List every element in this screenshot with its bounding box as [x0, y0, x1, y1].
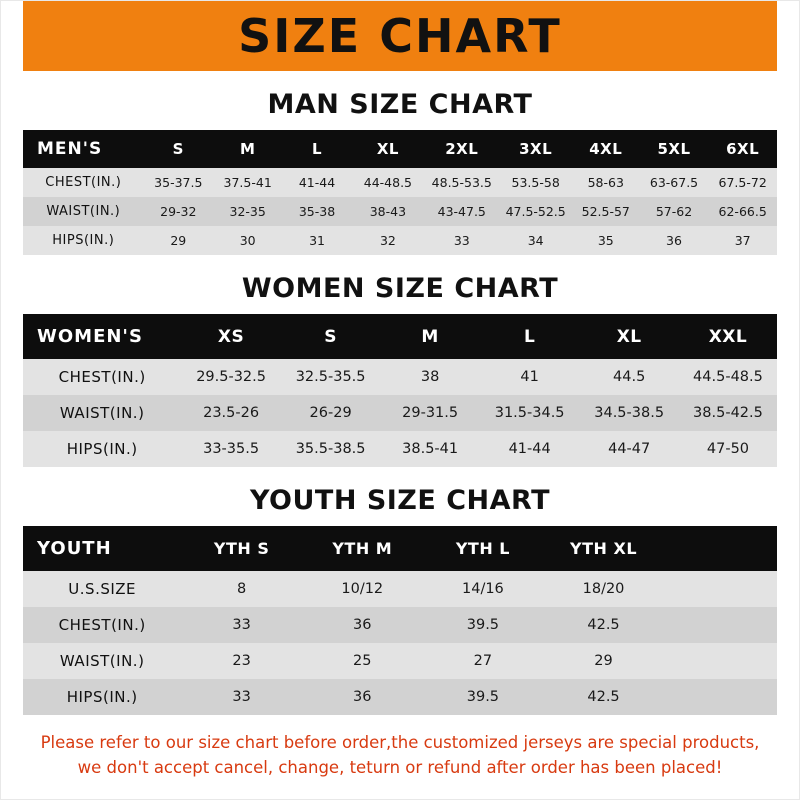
cell [664, 571, 777, 607]
col-header-l: L [480, 314, 580, 359]
col-header-yth-xl: YTH XL [543, 526, 664, 571]
header-banner [1, 1, 799, 71]
cell: 41-44 [480, 431, 580, 467]
col-header-xl: XL [352, 130, 424, 168]
col-header-empty [664, 526, 777, 571]
cell: 47-50 [679, 431, 777, 467]
cell: 32-35 [213, 197, 282, 226]
col-header-yth-l: YTH L [423, 526, 544, 571]
cell: 62-66.5 [708, 197, 777, 226]
table-row [23, 607, 777, 643]
table-row [23, 395, 777, 431]
cell: 33 [181, 607, 302, 643]
cell: 29-32 [144, 197, 213, 226]
order-notice [23, 731, 777, 781]
page-title: SIZE CHART [238, 9, 562, 63]
cell: 36 [302, 679, 423, 715]
col-header-m: M [213, 130, 282, 168]
col-header-label: WOMEN'S [23, 314, 181, 359]
cell: 47.5-52.5 [499, 197, 571, 226]
col-header-yth-m: YTH M [302, 526, 423, 571]
cell: 43-47.5 [424, 197, 499, 226]
cell: 44-47 [579, 431, 679, 467]
row-label-hips: HIPS(IN.) [23, 679, 181, 715]
cell: 37 [708, 226, 777, 255]
row-label-hips: HIPS(IN.) [23, 431, 181, 467]
row-label-chest: CHEST(IN.) [23, 168, 144, 197]
cell: 38.5-41 [380, 431, 480, 467]
cell: 10/12 [302, 571, 423, 607]
cell: 32 [352, 226, 424, 255]
cell: 37.5-41 [213, 168, 282, 197]
cell: 57-62 [640, 197, 709, 226]
cell: 30 [213, 226, 282, 255]
cell: 18/20 [543, 571, 664, 607]
cell: 53.5-58 [499, 168, 571, 197]
cell: 34.5-38.5 [579, 395, 679, 431]
cell: 42.5 [543, 679, 664, 715]
cell: 34 [499, 226, 571, 255]
cell: 67.5-72 [708, 168, 777, 197]
table-row [23, 571, 777, 607]
cell: 41 [480, 359, 580, 395]
man-section-title: MAN SIZE CHART [267, 89, 533, 120]
youth-size-table [23, 526, 777, 715]
table-row [23, 679, 777, 715]
col-header-m: M [380, 314, 480, 359]
row-label-chest: CHEST(IN.) [23, 607, 181, 643]
table-row [23, 226, 777, 255]
col-header-xxl: XXL [679, 314, 777, 359]
cell: 33-35.5 [181, 431, 281, 467]
cell: 38-43 [352, 197, 424, 226]
table-row [23, 431, 777, 467]
cell [664, 679, 777, 715]
cell: 63-67.5 [640, 168, 709, 197]
chart-content [1, 89, 799, 781]
cell: 38 [380, 359, 480, 395]
cell: 39.5 [423, 607, 544, 643]
table-row [23, 197, 777, 226]
cell: 35-38 [282, 197, 351, 226]
table-row [23, 359, 777, 395]
table-row [23, 643, 777, 679]
col-header-3xl: 3XL [499, 130, 571, 168]
cell: 33 [424, 226, 499, 255]
row-label-hips: HIPS(IN.) [23, 226, 144, 255]
col-header-label: MEN'S [23, 130, 144, 168]
cell: 42.5 [543, 607, 664, 643]
row-label-chest: CHEST(IN.) [23, 359, 181, 395]
cell: 35-37.5 [144, 168, 213, 197]
cell: 23.5-26 [181, 395, 281, 431]
cell: 35 [572, 226, 640, 255]
row-label-waist: WAIST(IN.) [23, 643, 181, 679]
col-header-l: L [282, 130, 351, 168]
cell: 39.5 [423, 679, 544, 715]
cell: 29.5-32.5 [181, 359, 281, 395]
cell: 8 [181, 571, 302, 607]
row-label-us-size: U.S.SIZE [23, 571, 181, 607]
notice-line-1: Please refer to our size chart before order,the customized jerseys are special products, [40, 733, 760, 752]
col-header-label: YOUTH [23, 526, 181, 571]
col-header-6xl: 6XL [708, 130, 777, 168]
col-header-5xl: 5XL [640, 130, 709, 168]
col-header-2xl: 2XL [424, 130, 499, 168]
banner-left-edge [1, 1, 23, 71]
women-size-table [23, 314, 777, 467]
cell: 23 [181, 643, 302, 679]
women-section-title: WOMEN SIZE CHART [241, 273, 559, 304]
cell: 35.5-38.5 [281, 431, 381, 467]
col-header-yth-s: YTH S [181, 526, 302, 571]
cell: 29-31.5 [380, 395, 480, 431]
cell: 36 [302, 607, 423, 643]
row-label-waist: WAIST(IN.) [23, 395, 181, 431]
row-label-waist: WAIST(IN.) [23, 197, 144, 226]
cell: 41-44 [282, 168, 351, 197]
table-row [23, 168, 777, 197]
cell [664, 607, 777, 643]
table-header-row [23, 314, 777, 359]
cell: 44-48.5 [352, 168, 424, 197]
col-header-xs: XS [181, 314, 281, 359]
youth-section-title: YOUTH SIZE CHART [249, 485, 551, 516]
notice-line-2: we don't accept cancel, change, teturn or refund after order has been placed! [77, 757, 723, 777]
banner-right-edge [777, 1, 799, 71]
cell: 32.5-35.5 [281, 359, 381, 395]
cell: 31 [282, 226, 351, 255]
table-header-row [23, 130, 777, 168]
cell: 44.5 [579, 359, 679, 395]
col-header-xl: XL [579, 314, 679, 359]
man-size-table [23, 130, 777, 255]
cell: 26-29 [281, 395, 381, 431]
cell: 25 [302, 643, 423, 679]
cell: 52.5-57 [572, 197, 640, 226]
col-header-4xl: 4XL [572, 130, 640, 168]
cell: 14/16 [423, 571, 544, 607]
table-header-row [23, 526, 777, 571]
col-header-s: S [281, 314, 381, 359]
cell: 44.5-48.5 [679, 359, 777, 395]
cell: 36 [640, 226, 709, 255]
cell: 38.5-42.5 [679, 395, 777, 431]
cell: 27 [423, 643, 544, 679]
cell: 48.5-53.5 [424, 168, 499, 197]
cell: 29 [543, 643, 664, 679]
cell [664, 643, 777, 679]
col-header-s: S [144, 130, 213, 168]
cell: 31.5-34.5 [480, 395, 580, 431]
cell: 29 [144, 226, 213, 255]
cell: 33 [181, 679, 302, 715]
cell: 58-63 [572, 168, 640, 197]
